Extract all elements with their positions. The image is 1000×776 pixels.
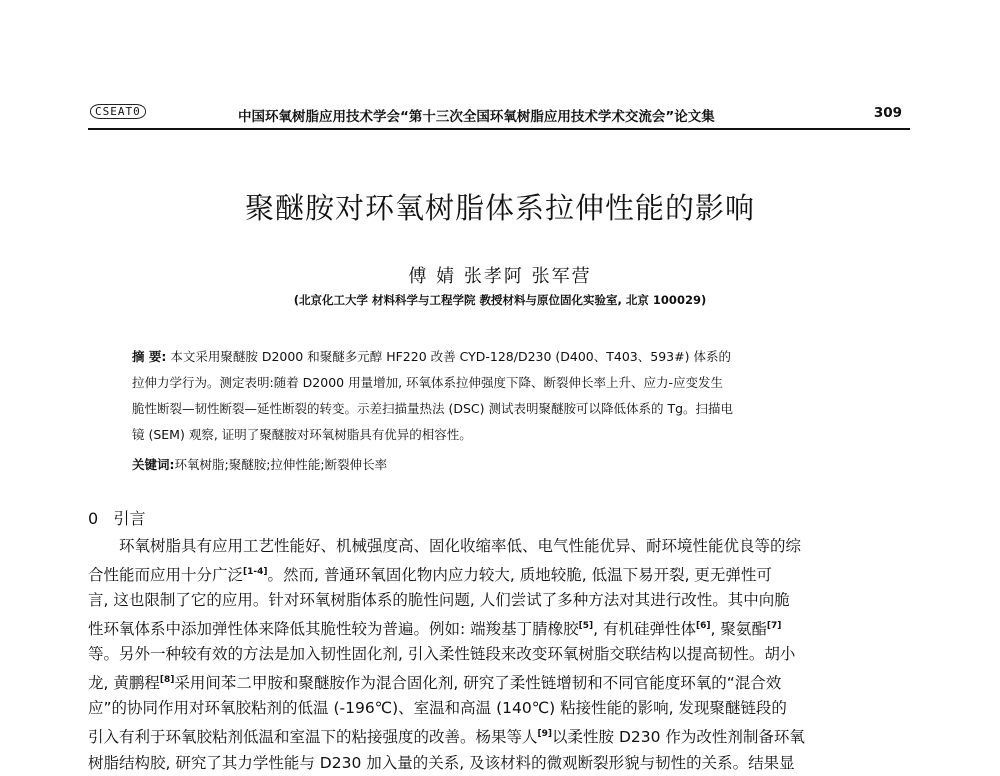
body-line: 龙, 黄鹏程[8]采用间苯二甲胺和聚醚胺作为混合固化剂, 研究了柔性链增韧和不同官能度环氧的“混合效: [88, 673, 782, 692]
abstract-line: 摘 要: 本文采用聚醚胺 D2000 和聚醚多元醇 HF220 改善 CYD-128/D230 (D400、T403、593#) 体系的: [132, 349, 731, 364]
authors: 傅 婧 张孝阿 张军营: [408, 266, 592, 287]
abstract-line: 拉伸力学行为。测定表明:随着 D2000 用量增加, 环氧体系拉伸强度下降、断裂伸长率上升、应力-应变发生: [132, 375, 724, 390]
keywords: [132, 455, 872, 473]
body-line: 性环氧体系中添加弹性体来降低其脆性较为普遍。例如: 端羧基丁腈橡胶[5], 有机硅弹性体[6], 聚氨酯[7]: [88, 619, 782, 638]
body-line: 言, 这也限制了它的应用。针对环氧树脂体系的脆性问题, 人们尝试了多种方法对其进行改性。其中向脆: [88, 591, 790, 610]
section-number: 0: [88, 509, 99, 528]
keywords-label: 关键词:: [132, 457, 175, 472]
page-number: 309: [873, 105, 902, 121]
citation: [5]: [578, 620, 594, 631]
body-line: 环氧树脂具有应用工艺性能好、机械强度高、固化收缩率低、电气性能优异、耐环境性能优良等的综: [119, 537, 802, 555]
section-heading: [88, 506, 145, 529]
citation: [8]: [159, 674, 175, 685]
affiliation: (北京化工大学 材料科学与工程学院 教授材料与原位固化实验室, 北京 100029): [293, 293, 707, 307]
paper-title: 聚醚胺对环氧树脂体系拉伸性能的影响: [244, 191, 755, 225]
abstract-label: 摘 要:: [132, 349, 167, 364]
citation: [9]: [537, 728, 553, 739]
citation: [6]: [696, 620, 711, 631]
body-line: 合性能而应用十分广泛[1-4]。然而, 普通环氧固化物内应力较大, 质地较脆, 低温下易开裂, 更无弹性可: [88, 565, 772, 584]
body-line: 等。另外一种较有效的方法是加入韧性固化剂, 引入柔性链段来改变环氧树脂交联结构以提高韧性。胡小: [88, 645, 796, 664]
abstract-line: 脆性断裂—韧性断裂—延性断裂的转变。示差扫描量热法 (DSC) 测试表明聚醚胺可以降低体系的 Tg。扫描电: [132, 401, 734, 416]
body-line: 引入有利于环氧胶粘剂低温和室温下的粘接强度的改善。杨果等人[9]以柔性胺 D230 作为改性剂制备环氧: [88, 728, 805, 747]
body-line: 应”的协同作用对环氧胶粘剂的低温 (-196℃)、室温和高温 (140℃) 粘接性能的影响, 发现聚醚链段的: [88, 699, 787, 718]
body-line: 树脂结构胶, 研究了其力学性能与 D230 加入量的关系, 及该材料的微观断裂形貌与韧性的关系。结果显: [88, 753, 795, 772]
proceedings-title: 中国环氧树脂应用技术学会“第十三次全国环氧树脂应用技术学术交流会”论文集: [238, 109, 715, 125]
keywords-text: 环氧树脂;聚醚胺;拉伸性能;断裂伸长率: [174, 457, 388, 472]
citation: [1-4]: [243, 566, 268, 577]
citation: [7]: [766, 620, 782, 631]
abstract-line: 镜 (SEM) 观察, 证明了聚醚胺对环氧树脂具有优异的相容性。: [132, 427, 472, 442]
running-header: [88, 98, 910, 130]
section-title: 引言: [113, 509, 146, 528]
society-logo: CSEAT0: [90, 104, 146, 119]
abstract: [132, 344, 872, 448]
body-paragraph: [88, 534, 916, 776]
